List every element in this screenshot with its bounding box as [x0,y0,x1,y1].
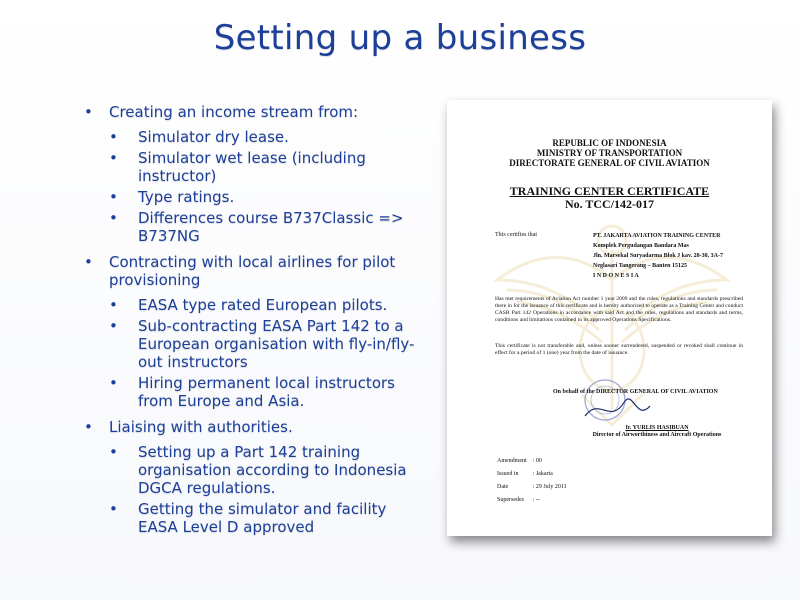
bullet-dot-icon: • [109,188,118,206]
bullet-group [84,418,429,536]
sub-bullet-text: Simulator wet lease (including instructor) [138,149,366,185]
bullet-text: Liaising with authorities. [109,418,293,436]
bullet-group [84,253,429,410]
sub-bullet-text: Hiring permanent local instructors from Europe and Asia. [138,374,395,410]
sub-bullet-item [109,128,429,146]
bullet-dot-icon: • [109,374,118,392]
meta-row [497,495,571,506]
bullet-item [84,103,429,121]
sub-bullet-item [109,443,429,497]
sub-bullet-text: EASA type rated European pilots. [138,296,388,314]
bullet-item [84,253,429,289]
company-line: I N D O N E S I A [593,273,639,279]
bullet-dot-icon: • [109,209,118,227]
bullet-dot-icon: • [109,317,118,335]
meta-row [497,469,571,480]
bullet-list [84,103,429,544]
bullet-dot-icon: • [109,149,118,167]
certificate-meta-table [495,454,573,508]
bullet-dot-icon: • [109,443,118,461]
sub-bullet-item [109,374,429,410]
sub-bullet-item [109,209,429,245]
bullet-dot-icon: • [84,103,93,121]
bullet-dot-icon: • [84,253,93,271]
certificate-header [447,138,772,168]
certifies-label: This certifies that [495,232,537,238]
header-line: DIRECTORATE GENERAL OF CIVIL AVIATION [509,158,710,168]
sub-bullet-item [109,500,429,536]
company-line: Komplek Pergudangan Bandara Mas [593,243,689,249]
bullet-text: Contracting with local airlines for pilot provisioning [109,253,396,289]
signatory [577,425,737,439]
bullet-text: Creating an income stream from: [109,103,359,121]
certificate-image [447,100,772,536]
sub-bullet-text: Differences course B737Classic => B737NG [138,209,404,245]
meta-value: : Jakarta [532,471,553,477]
sub-bullet-text: Setting up a Part 142 training organisation according to Indonesia DGCA regulations. [138,443,407,497]
bullet-dot-icon: • [109,500,118,518]
company-line: Jln. Marsekal Suryadarma Blok J kav. 20-30, 3A-7 [593,253,724,259]
sub-bullet-item [109,317,429,371]
certificate-number: No. TCC/142-017 [564,197,655,211]
sub-bullet-item [109,188,429,206]
bullet-dot-icon: • [109,128,118,146]
header-line: MINISTRY OF TRANSPORTATION [536,148,683,158]
meta-label: Supersedes [497,497,524,503]
bullet-dot-icon: • [84,418,93,436]
company-line: PT. JAKARTA AVIATION TRAINING CENTER [593,233,721,239]
sub-bullet-text: Simulator dry lease. [138,128,289,146]
meta-value: : -- [532,497,540,503]
company-address [593,231,723,281]
header-line: REPUBLIC OF INDONESIA [552,138,667,148]
bullet-group [84,103,429,245]
official-stamp-icon [575,376,655,431]
sub-bullet-text: Type ratings. [138,188,235,206]
meta-row [497,482,571,493]
signatory-name: Ir. YURLIS HASIBUAN [625,425,689,431]
on-behalf-text: On behalf of the DIRECTOR GENERAL OF CIVIL AVIATION [553,389,718,395]
signatory-title: Director of Airworthiness and Aircraft Operations [592,432,722,438]
sub-bullet-text: Getting the simulator and facility EASA Level D approved [138,500,387,536]
certificate-title [447,185,772,211]
sub-bullet-item [109,149,429,185]
meta-label: Amendment [497,458,527,464]
meta-value: : 29 July 2011 [532,484,567,490]
certificate-title-text: TRAINING CENTER CERTIFICATE [509,184,710,198]
certificate-paragraph: This certificate is not transferable and, unless sooner surrendered, suspended or revoked shall continue in effect for a period of 1 (one) year from the date of issuance. [495,343,743,356]
bullet-dot-icon: • [109,296,118,314]
meta-row [497,456,571,467]
certificate-paragraph: Has met requirements of Aviation Act number 1 year 2009 and the rules, regulations and standards prescribed there in for the issuance of this certificate and is hereby authorized to operate as a Training Center and conduct CASR Part 142 Operations in accordance with said Act and the rules, regulations and standards and terms, conditions and limitations contained in its approved Operations Specifications. [495,296,743,323]
meta-value: : 00 [532,458,542,464]
slide-title: Setting up a business [213,18,587,58]
company-line: Neglasari Tangerang – Banten 15125 [593,263,688,269]
meta-label: Issued in [497,471,519,477]
sub-bullet-item [109,296,429,314]
sub-bullet-text: Sub-contracting EASA Part 142 to a European organisation with fly-in/fly-out instructors [138,317,415,371]
bullet-item [84,418,429,436]
meta-label: Date [497,484,509,490]
